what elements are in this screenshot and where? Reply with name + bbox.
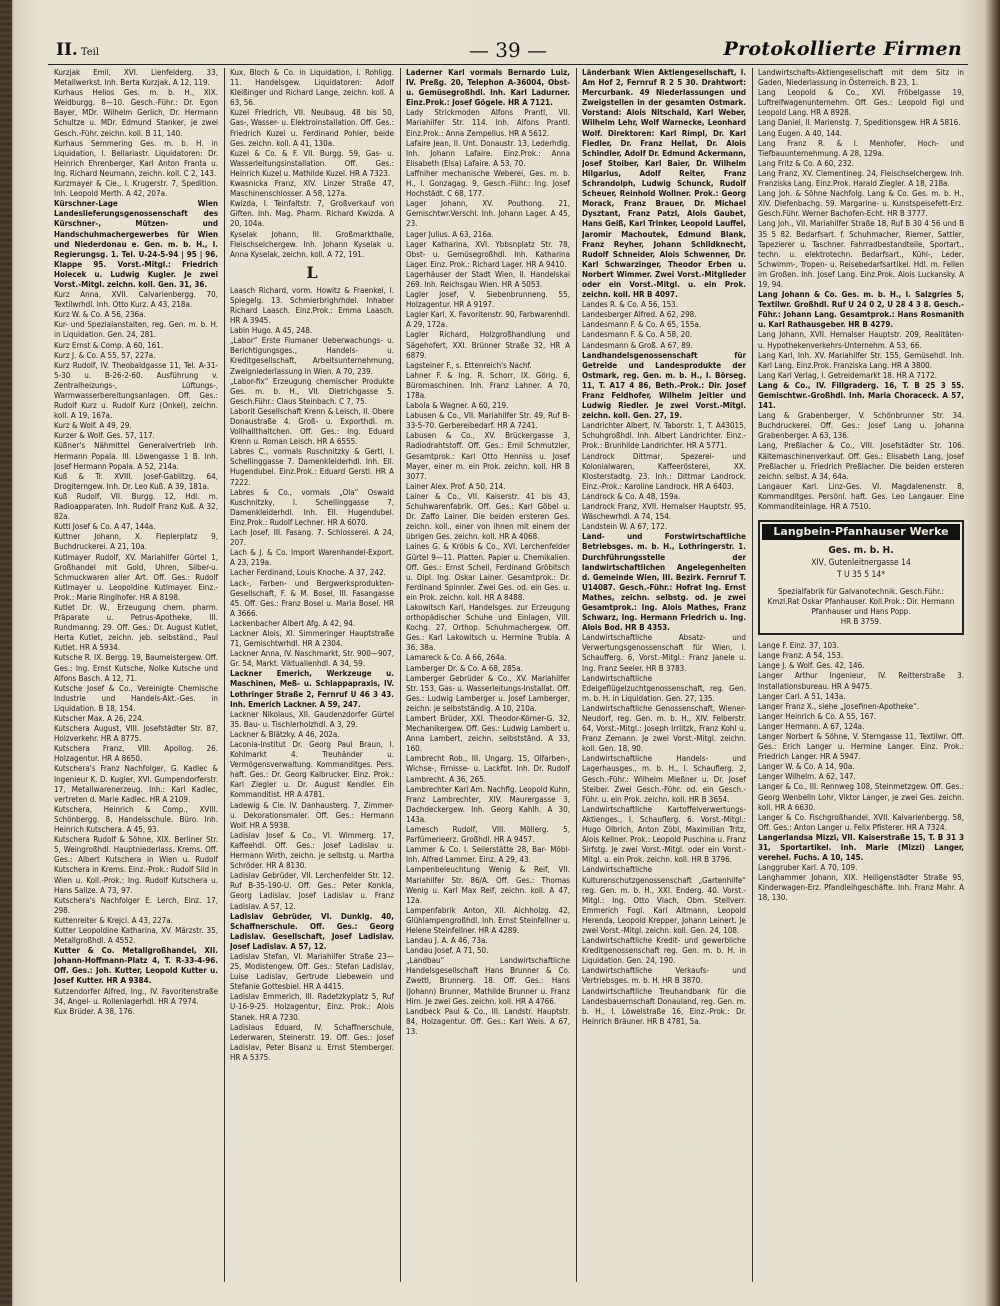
directory-entry: Landesmann & Groß. A 67, 89. [582, 340, 693, 350]
ad-phone: T U 35 5 14* [836, 570, 886, 581]
directory-entry: Lammer & Co. I. Seilerstätte 28, Bar- Möbl- Inh. Alfred Lammer. Einz. A 29, 43. [406, 845, 570, 865]
directory-entry: Kutschera, Heinrich & Comp., XVIII. Schönbergg. 8, Handelsschule. Büro. Inh. Heinrich Kutschera. A 45, 93. [54, 804, 218, 835]
directory-entry: Lange Franz. A 54, 153. [758, 651, 844, 661]
directory-entry: Landwirtschaftliche Edelgeflügelzuchtgenossenschaft, reg. Gen. m. b. H. in Liquidation. Gen. 27, 135. [582, 673, 746, 703]
directory-entry: Lager Katharina, XVI. Ybbsnplatz Str. 78, Obst- u. Gemüsegroßhdl. Inh. Katharina Lager. Einz. Prok.: Richard Lager. HR A 9410. [406, 239, 570, 269]
directory-entry: Lang Karl Verlag, I. Getreidemarkt 18. HR A 7172. [758, 370, 937, 380]
advertisement-box [758, 520, 964, 635]
directory-entry: Lang & Co., IV. Fillgraderg. 16, T. B 25 3 55. Gemischtwr.-Großhdl. Inh. Maria Choraceck. A 57, 141. [758, 380, 964, 411]
column-3 [406, 68, 570, 1282]
directory-entry: Landwirtschaftliche Absatz- und Verwertungsgenossenschaft für Wien, I. Schaufferg. 6, Vorst.-Mitgl.: Franz Janele u. Ing. Franz Seeler. HR B 3783. [582, 633, 746, 673]
directory-entry: Lange J. & Wolf. Ges. 42, 146. [758, 661, 865, 671]
directory-entry: Lackner Emerich, Werkzeuge u. Maschinen, Meß- u. Schlappapraxis, IV. Lothringer Straße 2, Fernruf U 46 3 43. Inh. Emerich Lackner. A 59, 247. [230, 669, 394, 709]
directory-entry: Kurz W. & Co. A 56, 236a. [54, 310, 146, 320]
directory-entry: Landwirtschaftliche Kulturenschutzgenossenschaft „Gartenhilfe“ reg. Gen. m. b. H., XXI. Enderg. 40. Vorst.-Mitgl.: Ing. Otto Vlach, Obm. Stellverr. Emmerich Fogl. Karl Altmann, Leopold Herenda, Leopold Krepper, Johann Leinert. Je zwei Vorst.-Mitgl. zeichn. koll. Gen. 24, 108. [582, 865, 746, 935]
directory-entry: Kürschner-Lage Wien Landeslieferungsgenossenschaft des Kürschner-, Mützen- und Handschuhmachergewerbes für Wien und Niederdonau e. Gen. m. b. H., I. Regierungsg. 1. Tel. U-24-5-94 | 95 | 96. Klappe 95. Vorst.-Mitgl.: Friedrich Holecek u. Ludwig Kugler. Je zwei Vorst.-Mitgl. zeichn. koll. Gen. 31, 36. [54, 199, 218, 289]
directory-entry: „Labor“ Erste Fiumaner Ueberwachungs- u. Berichtigungsges., Handels- u. Kreditgesellschaft, Arbeitsunternehmung, Zweigniederlassung in Wien. A 70, 239. [230, 336, 394, 376]
directory-entry: Ladislav Stefan, VI. Mariahilfer Straße 23—25, Modistengew. Off. Ges.: Stefan Ladislav, Luise Ladislav, Gertrude Liebewein und Stefanie Gottesbiel. HR A 4415. [230, 951, 394, 992]
directory-entry: Lady Strickmoden Alfons Prantl, VII. Mariahilfer Str. 114. Inh. Alfons Prantl. Einz.Prok.: Anna Zempelius. HR A 5612. [406, 108, 570, 138]
directory-entry: Landau J. A. A 46, 73a. [406, 936, 488, 946]
directory-entry: Laffniher mechanische Weberei, Ges. m. b. H., I. Gonzagag. 9, Gesch.-Führ.: Ing. Josef Hochstädt. C 68, 177. [406, 168, 570, 199]
directory-entry: Lagsteiner F., s. Ettenreich's Nachf. [406, 360, 532, 370]
directory-entry: Lang, Preßlacher & Co., VIII. Josefstädter Str. 106. Kältemaschinenverkauf. Off. Ges.: Elisabeth Lang, Josef Preßlacher u. Friedrich Preßlacher. Die beiden ersteren zeichn. selbst. A 34, 64a. [758, 441, 964, 481]
directory-entry: Landesberger Alfred. A 62, 298. [582, 310, 697, 320]
ad-address: XIV, Gutenleitnergasse 14 [811, 558, 911, 569]
directory-entry: Lange F. Einz. 37, 103. [758, 641, 839, 651]
directory-entry: Kutlet Dr. W., Erzeugung chem. pharm. Präparate u. Petrus-Apotheke, III. Rundmanng. 29. Off. Ges.: Dr. August Kutlet, Herta Kutlet, zeichn. jeb. selbständ., Paul Kutlet. HR A 5934. [54, 602, 218, 653]
directory-entry: Lagler Josef, V. Siebenbrunneng. 55, Holzagentur. HR A 9197. [406, 290, 570, 310]
directory-entry: Landau Josef. A 71, 50. [406, 946, 489, 956]
directory-entry: Kurhaus Helios Ges. m. b. H., XIX. Weidburgg. 8—10. Gesch.-Führ.: Dr. Egon Bayer, MDr. Wilhelm Gerlich, Dr. Hermann Schultze u. MDr. Edmund Stanker, je zwei Gesch.-Führ. zeichn. koll. B 11, 140. [54, 88, 218, 138]
directory-entry: Lang & Grabenberger, V. Schönbrunner Str. 34. Buchdruckerei. Off. Ges.: Josef Lang u. Johanna Grabenberger. A 63, 136. [758, 411, 964, 441]
directory-entry: Kuß Rudolf, VII. Burgg. 12, Hdl. m. Radioapparaten. Inh. Rudolf Franz Kuß. A 32, 82a. [54, 491, 218, 522]
directory-entry: Langer W. & Co. A 14, 90a. [758, 762, 855, 772]
directory-entry: Kuzel Friedrich, VII. Neubaug. 48 bis 50, Gas-, Wasser- u. Elektroinstallation. Off. Ges.: Friedrich Kuzel u. Ferdinand Pohler, beide Ges. zeichn. koll. A 41, 130a. [230, 108, 394, 148]
directory-entry: Lang Joh., VII. Mariahilfer Straße 18, Ruf B 30 4 56 und B 35 5 82. Bedarfsart. f. Schuhmacher, Riemer, Sattler, Tapezierer u. Taschner. Fahrradbestandteile, Sportart., techn. u. elektrotechn. Bedarfsart., Kühl-, Leder, Schwimm-, Tropen- u. Reisebedarfsartikel. Hdl. m. Fellen im Großen. Inh. Josef Lang. Einz.Prok. Alois Luckansky. A 19, 94. [758, 219, 964, 289]
directory-entry: Langgruber Karl. A 70, 109. [758, 863, 858, 873]
directory-entry: Landrock Franz, XVII. Hernalser Hauptstr. 95, Wäschewrhdl. A 74, 154. [582, 502, 746, 522]
directory-entry: Landrichter Albert, IV. Taborstr. 1, T. A43015, Schuhgroßhdl. Inh. Albert Landrichter. Einz.-Prok.: Brunhilde Landrichter. HR A 5771. [582, 421, 746, 451]
directory-sheet [48, 30, 968, 1292]
directory-entry: Kurz & Wolf. A 49, 29. [54, 421, 132, 431]
directory-entry: Kurhaus Semmering Ges. m. b. H. in Liquidation, I. Bellariastr. Liquidatoren: Dr. Heinrich Ehrenberger, Karl Anton Franta u. Ing. Richard Neumann, zeichn. koll. C 2, 143. [54, 138, 218, 178]
directory-entry: Kux Brüder. A 38, 176. [54, 1006, 135, 1016]
directory-entry: Kutschera's Franz Nachfolger, G. Kadlec & Ingenieur K. D. Kugler, XVI. Gumpendorferstr. 17, Metallwarenerzeug. Inh.: Karl Kadlec, vertreten d. Marie Kadlec. HR A 2109. [54, 764, 218, 804]
directory-entry: Landbeck Paul & Co., III. Landstr. Hauptstr. 84, Holzagentur. Off. Ges.: Karl Weis. A 67, 13. [406, 1006, 570, 1036]
directory-entry: Laderner Karl vormals Bernardo Luiz, IV. Preßg. 20, Telephon A-36004, Obst- u. Gemüsegroßhdl. Inh. Karl Ladurner. Einz.Prok.: Josef Gögele. HR A 7121. [406, 68, 570, 108]
directory-entry: Langer Arthur Ingenieur, IV. Reitterstraße 3. Installationsbureau. HR A 9475. [758, 671, 964, 691]
directory-entry: Lahner F. & Ing. R. Schorr, IX. Görig. 6, Büromaschinen. Inh. Franz Lahner. A 70, 178a. [406, 370, 570, 400]
directory-entry: Ladewig & Cie. IV. Danhausterg. 7, Zimmer- u. Dekorationsmaler. Off. Ges.: Hermann Wolf. HR A 5938. [230, 800, 394, 830]
part-suffix: Teil [80, 47, 100, 58]
directory-entry: Lambert Brüder, XXI. Theodor-Körner-G. 32, Mechanikergew. Off. Ges.: Ludwig Lambert u. Anna Lambert, zeichn. selbstständ. A 33, 160. [406, 714, 570, 754]
directory-entry: Länderbank Wien Aktiengesellschaft, I. Am Hof 2, Fernruf R 2 5 30. Drahtwort: Mercurbank. 49 Niederlassungen und Zweigstellen in der gesamten Ostmark. Vorstand: Alois Nitschald, Karl Weber, Wilhelm Lehr, Wolf Warnecke, Leonhard Wolf. Direktoren: Karl Rimpl, Dr. Karl Fiedler, Dr. Franz Hellat, Dr. Alois Schindler, Adolf Dr. Edmund Ackermann, Josef Stoiber, Karl Baier, Dr. Wilhelm Hilgarius, Adolf Reiter, Franz Schrandolph, Ludwig Schunck, Rudolf Scheuer, Reinhold Wollner. Prok.: Georg Morack, Franz Brauer, Dr. Michael Dysztant, Franz Patzl, Alois Gaubet, Hans Geiß, Karl Trinker, Leopold Lauffel, Jaromir Machoutek, Edmund Blank, Franz Reyher, Johann Schildknecht, Rudolf Schneider, Alois Schwenner, Dr. Karl Schwarzinger, Theodor Erben u. Norbert Wimmer. Zwei Vorst.-Mitglieder oder ein Vorst.-Mitgl. u. ein Prok. zeichn. koll. HR B 4097. [582, 68, 746, 300]
directory-entry: Kurz Ernst & Comp. A 60, 161. [54, 340, 164, 350]
directory-entry: Lackner Alois, XI. Simmeringer Hauptstraße 71, Gemischtwrhdl. HR A 2304. [230, 628, 394, 649]
directory-entry: Lamareck & Co. A 66, 264a. [406, 653, 507, 663]
directory-entry: Landstein W. A 67, 172. [582, 522, 668, 532]
directory-entry: Landhandelsgenossenschaft für Getreide und Landesprodukte der Ostmark, reg. Gen. m. b. H., I. Börseg. 11, T. A17 4 86, Beth.-Prok.: Dir. Josef Franz Feldhofer, Wilhelm Jeitler und Ludwig Riedler. Je zwei Vorst.-Mitgl. zeichn. koll. Gen. 27, 19. [582, 350, 746, 421]
directory-entry: Lakowitsch Karl, Handelsges. zur Erzeugung orthopädischer Schuhe und Einlagen, VIII. Kochg. 27, Orthop. Schuhmachergew. Off. Ges.: Karl Lakowitsch u. Hermine Trubla. A 36, 38a. [406, 602, 570, 653]
directory-entry: Landwirtschaftliche Treuhandbank für die Landesbauernschaft Donauland, reg. Gen. m. b. H., I. Löwelstraße 16, Einz.-Prok.: Dr. Heinrich Bräuner. HR B 4781, 5a. [582, 986, 746, 1026]
directory-entry: Laborit Gesellschaft Krenn & Leisch, II. Obere Donaustraße 4. Groß- u. Exporthdl. m. Vollhallthaltchen. Off. Ges.: Ing. Eduard Krenn u. Roman Leisch. HR A 6555. [230, 406, 394, 447]
directory-entry: Lang Johann, XVII. Hernalser Hauptstr. 209, Realitäten- u. Hypothekenverkehrs-Unternehm. A 53, 66. [758, 330, 964, 350]
directory-entry: Labola & Wagner. A 60, 219. [406, 401, 509, 411]
directory-entry: Kuß & Tr. XVIII. Josef-Gablitzg. 64, Drogiterngew. Inh. Dr. Leo Kuß. A 39, 181a. [54, 471, 218, 491]
directory-entry: Kuttl Josef & Co. A 47, 144a. [54, 522, 156, 532]
directory-entry: Lang Franz, XV. Clementineg. 24, Fleischselchergew. Inh. Franziska Lang. Einz.Prok. Harald Ziegler. A 18, 218a. [758, 168, 964, 189]
directory-entry: Lager Julius. A 63, 216a. [406, 229, 494, 239]
directory-entry: Labres & Co., vormals „Ola“ Oswald Kuschnitzky, I. Schellinggasse 7, Damenkleiderhdl. Inh. Ell. Hugendubel. Einz.Prok.: Rudolf Lechner. HR A 6070. [230, 487, 394, 527]
directory-entry: Langer Wilhelm. A 62, 147. [758, 772, 856, 782]
directory-entry: Kur- und Spezialanstalten, reg. Gen. m. b. H. in Liquidation. Gen. 24, 281. [54, 320, 218, 340]
directory-entry: Langer & Co., III. Rennweg 108, Steinmetzgew. Off. Ges.: Georg Wenbelln Lohr, Viktor Langer, je zwei Ges. zeichn. koll. HR A 6630. [758, 782, 964, 812]
directory-entry: Langer Carl. A 51, 143a. [758, 691, 846, 701]
column-4 [582, 68, 746, 1282]
directory-entry: Lacher Ferdinand, Louis Knoche. A 37, 242. [230, 568, 386, 578]
directory-entry: Landwirtschaftliche Genossenschaft, Wiener-Neudorf, reg. Gen. m. b. H., XIV. Felberstr. 64, Vorst.-Mitgl.: Joseph Irrlitzk, Franz Kohl u. Franz Zemann. Je zwei Vorst.-Mitgl. zeichn. koll. Gen. 18, 90. [582, 703, 746, 754]
directory-entry: Lach Josef, III. Fasang. 7. Schlosserei. A 24, 207. [230, 528, 394, 548]
directory-entry: Landrock Dittmar, Spezerei- und Kolonialwaren, Kaffeerösterei, XX. Klosterstadtg. 23. Inh.: Dittmar Landrock. Einz.-Prok.: Karoline Landrock. HR A 6403. [582, 451, 746, 491]
directory-entry: Lang Joh. & Söhne Nachfolg. Lang & Co. Ges. m. b. H., XIV. Diefenbachg. 59. Margarine- u. Kunstspeisefett-Erz. Gesch.Führ. Werner Bachofen-Echt. HR B 3777. [758, 189, 964, 219]
directory-entry: Kwizda, I. Teinfaltstr. 7, Großverkauf von Giften. Inh. Mag. Pharm. Richard Kwizda. A 20, 104a. [230, 199, 394, 229]
column-divider [400, 68, 401, 1282]
directory-entry: Kux, Bloch & Co. in Liquidation, I. Rohligg. 11. Handelsgew. Liquidatoren: Adolf Kleißinger und Richard Lange, zeichn. koll. A 63, 56. [230, 68, 394, 108]
directory-entry: Kutlmayer Rudolf, XV. Mariahilfer Gürtel 1, Großhandel mit Gold, Uhren, Silber-u. Schmuckwaren aller Art. Off. Ges.: Rudolf Kutlmayer u. Leopoldine Kutlmayer. Einz.-Prok.: Marie Ringlhofer. HR A 8198. [54, 552, 218, 602]
directory-entry: Kutsche R. IX. Bergg. 19, Baumeistergew. Off. Ges.: Ing. Ernst Kutsche, Nolke Kutsche und Alfons Basch. A 12, 71. [54, 653, 218, 683]
directory-entry: Kurz Anna, XVII. Calvarienbergg. 70, Textilwrhdl. Inh. Otto Kurz. A 43, 218a. [54, 290, 218, 310]
directory-entry: Lainer & Co., VII. Kaiserstr. 41 bis 43, Schuhwarenfabrik. Off. Ges.: Karl Göbel u. Dr. Zaffo Lainer. Die beiden ersteren Ges. zeichn. koll., einer von ihnen mit einem der übrigen Ges. zeichn. koll. HR A 4068. [406, 491, 570, 542]
directory-entry: Lager Johann, XV. Pouthong. 21, Gemischtwr.Verschl. Inh. Johann Lager. A 45, 23. [406, 199, 570, 229]
directory-entry: Landwirtschaftliche Verkaufs- und Vertriebsges. m. b. H. HR B 3870. [582, 966, 746, 986]
directory-entry: Lambrechter Karl Am. Nachflg. Leopold Kuhn, Franz Lambrechter, XIV. Maurergasse 3, Dachdeckergew. Inh. Georg Kahlh. A 30, 143a. [406, 784, 570, 824]
part-number: II. [56, 40, 78, 60]
directory-entry: Laconia-Institut Dr. Georg Paul Braun, I. Kohlmarkt 4. Treuhänder u. Vermögensverwaltung. Kommanditges. Pers. haft. Ges.: Dr. Georg Kalbrucker. Einz. Prok.: Karl Ziegler u. Dr. August Kendler. Ein Kommanditist. HR A 4781. [230, 740, 394, 800]
directory-entry: Labusen & Co., VII. Mariahilfer Str. 49, Ruf B-33-5-70. Gerbereibedarf. HR A 7241. [406, 411, 570, 431]
directory-entry: Lampenbeleuchtung Wenig & Reif, VII. Mariahilfer Str. 86/A. Off. Ges.: Thomas Wenig u. Karl Max Reif, zeichn. koll. A 47, 12a. [406, 865, 570, 905]
directory-entry: Kutschera August, VIII. Josefstädter Str. 87, Holzverkehr. HR A 8775. [54, 724, 218, 744]
directory-entry: Langer Hermann. A 67, 124a. [758, 721, 865, 731]
directory-entry: Lack-, Farben- und Bergwerksprodukten-Gesellschaft, F. & M. Bosel, III. Fasangasse 45. Off. Ges.: Franz Bosel u. Maria Bosel. HR A 3666. [230, 578, 394, 618]
directory-entry: „Landbau“ Landwirtschaftliche Handelsgesellschaft Hans Brunner & Co. Zwettl, Brunnerg. 18. Off. Ges.: Hans (Johann) Brunner, Mathilde Brunner u. Franz Hirn. Je zwei Ges. zeichn. koll. HR A 4766. [406, 956, 570, 1006]
directory-entry: Langer Heinrich & Co. A 55, 167. [758, 711, 877, 721]
directory-entry: Ladislav Gebrüder, VI. Dunklg. 40, Schaffnerschule. Off. Ges.: Georg Ladislav. Gesellschaft, Josef Ladislav. Josef Ladislav. A 57, 12. [230, 911, 394, 951]
book-spine [0, 0, 12, 1306]
column-5 [758, 68, 964, 1282]
ad-title: Langbein-Pfanhauser Werke [762, 524, 960, 540]
directory-entry: Ladislav Josef & Co., VI. Wimmerg. 17, Kaffeehdl. Off. Ges.: Josef Ladislav u. Hermann Wirth, zeichn. je selbstg. u. Martha Schröder. HR A 8130. [230, 830, 394, 871]
section-letter: L [306, 262, 318, 282]
directory-entry: Kutschera Rudolf & Söhne, XIX. Berliner Str. 5, Weingroßhdl. Hauptniederlass. Krems. Off. Ges.: Albert Kutschera in Wien u. Rudolf Kutschera in Krems. Einz.-Prok.: Rudolf Sild in Wien u. Koll.-Prok.: Ing. Rudolf Kutschera u. Hans Salize. A 73, 97. [54, 835, 218, 895]
directory-entry: Lafaire Jean, II. Unt. Donaustr. 13, Lederhdlg. Inh. Johann Lafaire. Einz.Prok.: Anna Elisabeth (Elsa) Lafaire. A 53, 70. [406, 138, 570, 168]
column-divider [752, 68, 753, 1282]
directory-entry: Lampenfabrik Anton, XII. Aichholzg. 42, Glühlampengroßhdl. Inh. Ernst Steinfellner u. Helene Steinfellner. HR A 4289. [406, 905, 570, 935]
directory-entry: Kutzendorfer Alfred, Ing., IV. Favoritenstraße 34, Angel- u. Rollenlagerhdl. HR A 7974. [54, 986, 218, 1006]
directory-entry: Langauer Karl. Linz-Ges. VI. Magdalenenstr. 8, Kommanditges. Persönl. haft. Ges. Leo Langauer. Eine Kommanditeinlage. HR A 7510. [758, 481, 964, 512]
page-header [48, 34, 968, 65]
column-2 [230, 68, 394, 1282]
directory-entry: Lagler Karl, X. Favoritenstr. 90, Farbwarenhdl. A 29, 172a. [406, 310, 570, 330]
directory-entry: Kwasnicka Franz, XIV. Linzer Straße 47, Maschinenschlosser. A 58, 127a. [230, 179, 394, 199]
directory-entry: Kutschera's Nachfolger E. Lerch, Einz. 17, 298. [54, 895, 218, 915]
ad-register: HR B 3759. [840, 617, 882, 627]
directory-entry: Kurzjak Emil, XVI. Lienfelderg. 33, Metallwerkst. Inh. Berta Kurzjak. A 12, 119. [54, 68, 218, 88]
directory-entry: Lainer Alex. Prof. A 50, 214. [406, 481, 506, 491]
directory-entry: Lackner & Blätzky. A 46, 202a. [230, 729, 340, 739]
directory-entry: Kurzer & Wolf. Ges. 57, 117. [54, 431, 155, 441]
directory-entry: Landrock & Co. A 48, 159a. [582, 491, 681, 501]
directory-entry: „Labor-fix“ Erzeugung chemischer Produkte Ges. m. b. H., VII. Dietrichgasse 5. Gesch.Führ.: Claus Steinbach. C 7, 75. [230, 376, 394, 406]
directory-entry: Laines G. & Kröbis & Co., XVI. Lerchenfelder Gürtel 9—11. Platten. Papier u. Chemikalien. Off. Ges.: Ernst Schell, Ferdinand Gröbitsch u. Dipl. Ing. Oskar Lainer. Gesamtprok.: Dr. Ferdinand Spinnler. Zwei Ges. od. ein Ges. u. ein Prok. zeichn. koll. HR A 8488. [406, 542, 570, 602]
page-title: Protokollierte Firmen [723, 38, 962, 60]
directory-entry: Lang Karl, Inh. XV. Mariahilfer Str. 155, Gemüsehdl. Inh. Karl Lang. Einz.Prok. Franziska Lang. HR A 3800. [758, 350, 964, 370]
directory-entry: Kuzel & Co. & F. VII. Burgg. 59, Gas- u. Wasserleitungsinstallation. Off. Ges.: Heinrich Kuzel u. Mathilde Kuzel. HR A 7323. [230, 148, 394, 178]
directory-entry: Lackner Anna, IV. Naschmarkt, Str. 900—907, Gr. 54, Markt. Viktualienhdl. A 34, 59. [230, 649, 394, 669]
directory-entry: Lamberger Dr. & Co. A 68, 285a. [406, 663, 523, 673]
ad-body: Spezialfabrik für Galvanotechnik. Gesch.Führ.: Kmzl.Rat Oskar Pfanhauser. Koll.Prok.: Dir. Hermann Pfanhauser und Hans Popp. [767, 587, 955, 617]
directory-entry: Langer Norbert & Söhne, V. Sterngasse 11, Textilwr. Off. Ges.: Erich Langer u. Hermine Langer. Einz. Prok.: Friedrich Langer. HR A 5947. [758, 731, 964, 762]
directory-entry: Kutter Leopoldine Katharina, XV. Märzstr. 35, Metallgroßhdl. A 4552. [54, 925, 218, 946]
directory-entry: Landwirtschaftliche Kartoffelverwertungs-Aktienges., I. Schauflerg. 6. Vorst.-Mitgl.: Hugo Olbrich, Anton Zöbl, Maximilian Tritz, Alois Kellner. Prok.: Leopold Puschina u. Franz Sirfstg. Je zwei Vorst.-Mitgl. oder ein Vorst.-Mitgl. u. ein Prok. zeichn. koll. HR B 3796. [582, 804, 746, 865]
column-divider [224, 68, 225, 1282]
directory-entry: Lambrecht Rob., III. Ungarg. 15, Olfarben-, Wichse-, Firnisse- u. Lackfbt. Inh. Dr. Rudolf Lambrecht. A 36, 265. [406, 754, 570, 784]
directory-entry: Lackner Nikolaus, XII. Gaudenzdorfer Gürtel 35. Bau- u. Tischlerholzhdl. A 3, 29. [230, 709, 394, 729]
directory-entry: Labres C., vormals Ruschnitzky & Gertl, I. Schellinggasse 7. Damenkleiderhdl. Inh. Ell. Hugendubel. Einz.Prok.: Eduard Gerstl. HR A 7222. [230, 447, 394, 487]
directory-entry: Labusen & Co., XV. Brückergasse 3, Radiodrahtstoff. Off. Ges.: Emil Schmutzler, Gesamtprok.: Karl Otto Henniss u. Josef Mayer, einer m. ein Prok. zeichn. koll. HR B 3077. [406, 431, 570, 481]
directory-entry: Kutschera Franz, VIII. Apollog. 26. Holzagentur. HR A 8650. [54, 744, 218, 764]
directory-entry: Kutsche Josef & Co., Vereinigte Chemische Industrie und Handels-Akt.-Ges. in Liquidation. B 18, 154. [54, 683, 218, 713]
directory-entry: Lang Daniel, II. Marienstg. 7, Speditionsgew. HR A 5816. [758, 118, 961, 128]
directory-entry: Landesmann F. & Co. A 65, 155a. [582, 320, 702, 330]
directory-entry: Labin Hugo. A 45, 248. [230, 326, 313, 336]
column-1 [54, 68, 218, 1282]
directory-entry: Landes R. & Co. A 56, 153. [582, 300, 679, 310]
columns-container [54, 68, 966, 1282]
directory-entry: Küßner's Nähmittel Generalvertrieb Inh. Hermann Popala. III. Löwengasse 1 B. Inh. Josef Hermann Popala. A 52, 214a. [54, 441, 218, 471]
directory-entry: Langerlandsa Mizzi, VII. Kaiserstraße 15, T. B 31 3 31, Sportartikel. Inh. Marie (Mizzi) Langer, verehel. Fuchs. A 10, 145. [758, 832, 964, 863]
directory-entry: Kuttner Johann, X. Fieplerplatz 9, Buchdruckerei. A 21, 10a. [54, 532, 218, 552]
directory-entry: Lang Eugen. A 40, 144. [758, 128, 843, 138]
directory-entry: Lang Johann & Co. Ges. m. b. H., I. Salzgries 5, Textilwr. Großhdl. Ruf U 24 0 2, U 28 4 3 8. Gesch.-Führ.: Johann Lang. Gesamtprok.: Hans Rosmanith u. Karl Rathausgeber. HR B 4279. [758, 290, 964, 330]
directory-entry: Kyselak Johann, III. Großmarkthalle, Fleischselchergew. Inh. Johann Kyselak u. Anna Kyselak, zeichn. koll. A 72, 191. [230, 229, 394, 259]
directory-entry: Landwirtschafts-Aktiengesellschaft mit dem Sitz in Gaden, Niederlassung in Österreich. B 23, 1. [758, 68, 964, 88]
directory-entry: Langer Franz X., siehe „Josefinen-Apotheke“. [758, 701, 920, 711]
directory-entry: Landesmann F. & Co. A 58, 20. [582, 330, 693, 340]
directory-entry: Kurz Rudolf, IV. Theobaldgasse 11, Tel. A-31-5-30 u. B-26-2-60. Ausführung v. Zentralheizungs-, Lüftungs-, Warmwasserbereitungsanlagen. Off. Ges.: Rudolf Kurz u. Rudolf Kurz (Onkel), zeichn. koll. A 19, 167a. [54, 360, 218, 421]
directory-entry: Land- und Forstwirtschaftliche Betriebsges. m. b. H., Lothringerstr. 1. Durchführungsstelle der landwirtschaftlichen Angelegenheiten d. Gemeinde Wien, III. Bezirk. Fernruf T. U14087. Gesch.-Führ.: Hofrat Ing. Ernst Mathes, zeichn. selbstg. od. je zwei Gesamtprok.: Ing. Alois Mathes, Franz Schwarz, Ing. Hermann Friedrich u. Ing. Alois Bod. HR B 4353. [582, 532, 746, 633]
directory-entry: Landwirtschaftliche Kredit- und gewerbliche Kreditgenossenschaft reg. Gen. m. b. H. in Liquidation. Gen. 24, 190. [582, 936, 746, 966]
directory-entry: Kutter & Co. Metallgroßhandel, XII. Johann-Hoffmann-Platz 4, T. R-33-4-96. Off. Ges.: Joh. Kutter, Leopold Kutter u. Josef Kutter. HR A 9384. [54, 946, 218, 986]
directory-entry: Lang Fritz & Co. A 60, 232. [758, 158, 854, 168]
directory-entry: Kurzmayer & Cie., I. Krugerstr. 7, Spedition. Inh. Leopold Merth. A 42, 207a. [54, 179, 218, 199]
directory-entry: Kurz J. & Co. A 55, 57, 227a. [54, 350, 156, 360]
directory-entry: Ladislaus Eduard, IV. Schaffnerschule, Lederwaren, Steinerstr. 19. Off. Ges.: Josef Ladislav, Peter Bisanz u. Ernst Stemberger. HR A 5375. [230, 1022, 394, 1062]
directory-entry: Lackenbacher Albert Afg. A 42, 94. [230, 618, 356, 628]
directory-entry: Langer & Co. Fischgroßhandel, XVII. Kalvarienbergg. 58, Off. Ges.: Anton Langer u. Felix Pfisterer. HR A 7324. [758, 812, 964, 832]
directory-entry: Kuttenreiter & Krejci. A 43, 227a. [54, 915, 173, 925]
directory-entry: Lagler Richard, Holzgroßhandlung und Sägehofert, XXI. Brünner Straße 32, HR A 6879. [406, 330, 570, 360]
directory-entry: Lang Franz R. & I. Menhofer, Hoch- und Tiefbauunternehmung. A 28, 129a. [758, 138, 964, 158]
directory-entry: Lamberger Gebrüder & Co., XV. Mariahilfer Str. 153, Gas- u. Wasserleitungs-Installat. Off. Ges.: Ludwig Lamberger u. Josef Lamberger, zeichn. je selbstständig. A 10, 210a. [406, 673, 570, 713]
directory-entry: Kutscher Max. A 26, 224. [54, 714, 145, 723]
column-divider [576, 68, 577, 1282]
ad-subtitle: Ges. m. b. H. [828, 545, 894, 557]
directory-entry: Lamesch Rudolf, VIII. Möllerg. 5, Parfümerieerz. Großhdl. HR A 9457. [406, 825, 570, 845]
directory-entry: Ladislav Gebrüder, VII. Lerchenfelder Str. 12. Ruf B-35-190-U. Off. Ges.: Peter Konkla, Georg Ladislav, Josef Ladislav u. Franz Ladislav. A 57, 12. [230, 871, 394, 911]
directory-entry: Lang Leopold & Co., XVI. Fröbelgasse 19, Luftreifwagenunternehm. Off. Ges.: Leopold Figl und Leopold Lang. HR A 8928. [758, 88, 964, 118]
directory-entry: Lagerhäuser der Stadt Wien, II. Handelskai 269. Inh. Reichsgau Wien. HR A 5053. [406, 269, 570, 289]
page-number: — 39 — [468, 38, 548, 62]
directory-entry: Laasch Richard, vorm. Howitz & Fraenkel, I. Spiegelg. 13. Schmierbrighrhdel. Inhaber Richard Laasch. Einz.Prok.: Emma Laasch. HR A 3945. [230, 285, 394, 326]
directory-entry: Ladislav Emmerich, III. Radetzkyplatz 5, Ruf U-16-9-25. Holzagentur, Einz. Prok.: Alois Stanek. HR A 7230. [230, 992, 394, 1022]
directory-entry: Langhammer Johann, XIX. Heiligenstädter Straße 95, Kinderwagen-Erz. Pfandleihgeschäfte. Inh. Franz Mahr. A 18, 130. [758, 873, 964, 903]
directory-entry: Lach & J. & Co. Import Warenhandel-Export. A 23, 219a. [230, 548, 394, 568]
directory-entry: Landwirtschaftliche Handels- und Lagerhausges., m. b. H., I. Schauflerg. 2, Gesch.-Führ.: Wilhelm Mießner u. Dr. Josef Steiber. Zwei Gesch.-Führ. od. ein Gesch.-Führ. u. ein Prok. zeichn. koll. HR B 3654. [582, 754, 746, 804]
